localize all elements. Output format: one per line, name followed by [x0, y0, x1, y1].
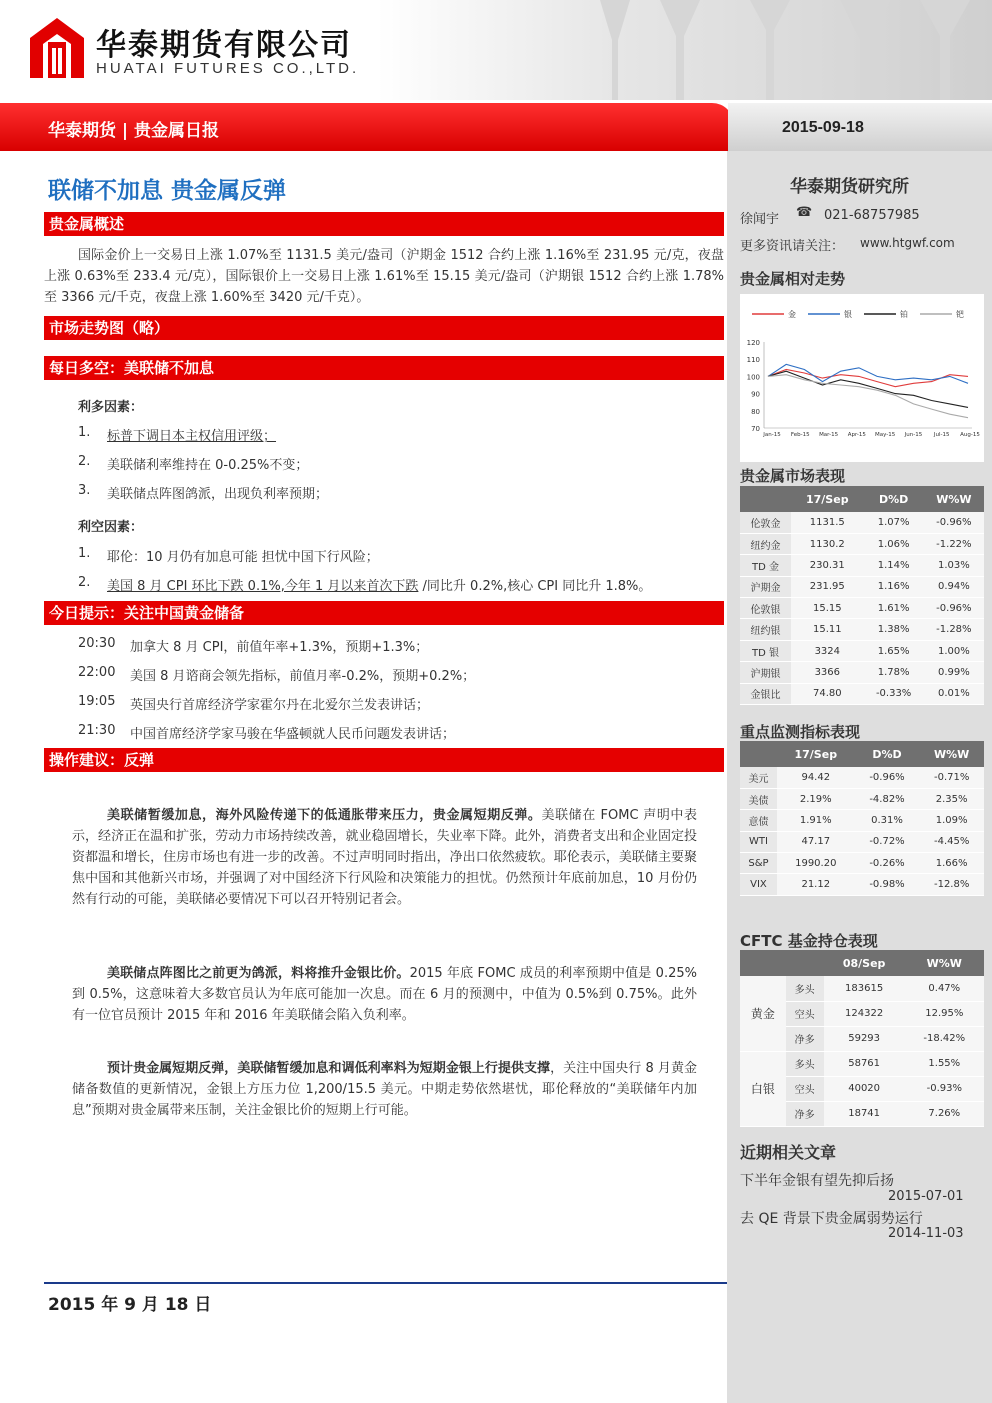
- table-cell: 金银比: [740, 683, 791, 704]
- bull-item-3: 美联储点阵图鸽派，出现负利率预期；: [107, 487, 329, 502]
- table-header: [740, 950, 984, 976]
- bull-item-2: 美联储利率维持在 0-0.25%不变；: [107, 458, 309, 473]
- table-header: [740, 486, 984, 512]
- article-1-date: 2015-07-01: [888, 1189, 964, 1204]
- column-header: W%W: [924, 486, 984, 512]
- section-market-chart: 市场走势图（略）: [44, 316, 724, 340]
- analyst-phone: 021-68757985: [824, 208, 920, 223]
- table-cell: 1.00%: [924, 640, 984, 661]
- table-cell: -0.33%: [864, 683, 924, 704]
- table-row: [740, 640, 984, 661]
- table-cell: -1.22%: [924, 533, 984, 554]
- table-cell: 多头: [786, 976, 824, 1001]
- phone-icon: ☎: [796, 205, 813, 220]
- overview-text: 国际金价上一交易日上涨 1.07%至 1131.5 美元/盎司（沪期金 1512 合约上涨 1.16%至 231.95 元/克，夜盘上涨 0.63%至 233.4 元/克），国际银价上一交易日上涨 1.61%至 15.15 美元/盎司（沪期银 1512 合约上涨 1.78%至 3366 元/千克，夜盘上涨 1.60%至 3420 元/千克）。: [44, 248, 724, 305]
- table-cell: 15.15: [791, 598, 863, 619]
- table-cell: 2.19%: [777, 788, 855, 809]
- bull-title: 利多因素：: [78, 400, 144, 415]
- table-cell: -4.45%: [919, 831, 984, 852]
- more-info-label: 更多资讯请关注：: [740, 239, 845, 254]
- table-cell: 1.91%: [777, 810, 855, 831]
- table-cell: 沪期金: [740, 576, 791, 597]
- bear-title: 利空因素：: [78, 520, 144, 535]
- section-advice: 操作建议：反弹: [44, 748, 724, 772]
- advice-paragraph-1: [72, 805, 697, 910]
- table-cell: -18.42%: [905, 1026, 984, 1051]
- report-title: 华泰期货 | 贵金属日报: [48, 121, 220, 141]
- table-cell: 意债: [740, 810, 777, 831]
- table-cell: 230.31: [791, 555, 863, 576]
- main-title: 联储不加息 贵金属反弹: [48, 178, 287, 204]
- bull-item-1: 标普下调日本主权信用评级；: [107, 429, 277, 444]
- table-row: [740, 831, 984, 852]
- column-header: 17/Sep: [777, 741, 855, 767]
- table-cell: WTI: [740, 831, 777, 852]
- cftc-title: CFTC 基金持仓表现: [740, 932, 878, 950]
- table-cell: 74.80: [791, 683, 863, 704]
- column-header: D%D: [864, 486, 924, 512]
- event-text: 中国首席经济学家马骏在华盛顿就人民币问题发表讲话；: [130, 727, 456, 742]
- table-cell: -0.96%: [855, 767, 920, 788]
- y-tick-label: 100: [746, 373, 760, 382]
- table-cell: 净多: [786, 1101, 824, 1126]
- table-row: [740, 533, 984, 554]
- institute-name: 华泰期货研究所: [790, 177, 909, 197]
- table-cell: 沪期银: [740, 662, 791, 683]
- table-row: [740, 662, 984, 683]
- article-2-date: 2014-11-03: [888, 1226, 964, 1241]
- table-cell: 18741: [824, 1101, 905, 1126]
- legend-label: 铂: [900, 310, 908, 319]
- table-cell: 0.01%: [924, 683, 984, 704]
- website-link[interactable]: www.htgwf.com: [860, 236, 955, 250]
- column-header: D%D: [855, 741, 920, 767]
- column-header: [740, 741, 777, 767]
- table-cell: S&P: [740, 853, 777, 874]
- table-cell: 40020: [824, 1076, 905, 1101]
- table-cell: 1.66%: [919, 853, 984, 874]
- footer-line: [44, 1282, 727, 1284]
- table-cell: 1131.5: [791, 512, 863, 533]
- legend-label: 金: [788, 310, 796, 319]
- series-line-2: [768, 371, 968, 407]
- series-line-3: [768, 375, 968, 418]
- event-text: 英国央行首席经济学家霍尔丹在北爱尔兰发表讲话；: [130, 698, 430, 713]
- table-row: [740, 683, 984, 704]
- table-cell: 1990.20: [777, 853, 855, 874]
- x-tick-label: Feb-15: [790, 432, 810, 438]
- table-cell: 0.31%: [855, 810, 920, 831]
- y-tick-label: 90: [751, 390, 760, 399]
- table-cell: 94.42: [777, 767, 855, 788]
- indicator-title: 重点监测指标表现: [740, 723, 861, 741]
- table-cell: 12.95%: [905, 1001, 984, 1026]
- x-tick-label: May-15: [875, 432, 896, 438]
- table-cell: 1.65%: [864, 640, 924, 661]
- table-cell: -12.8%: [919, 874, 984, 895]
- relative-trend-title: 贵金属相对走势: [740, 270, 846, 288]
- table-row: [740, 810, 984, 831]
- x-tick-label: Jul-15: [933, 432, 950, 438]
- table-row: [740, 512, 984, 533]
- advice-p1-lead: 美联储暂缓加息，海外风险传递下的低通胀带来压力，贵金属短期反弹。: [107, 808, 542, 823]
- page-header: [0, 0, 992, 100]
- bear-num-2: 2.: [78, 575, 91, 590]
- column-header: W%W: [919, 741, 984, 767]
- table-row: [740, 976, 984, 1001]
- table-cell: VIX: [740, 874, 777, 895]
- table-row: [740, 853, 984, 874]
- table-cell: 47.17: [777, 831, 855, 852]
- bear-item-2: [107, 575, 651, 594]
- x-tick-label: Jun-15: [904, 432, 923, 438]
- footer-date: 2015 年 9 月 18 日: [48, 1295, 212, 1315]
- bull-num-3: 3.: [78, 483, 91, 498]
- table-cell: -0.71%: [919, 767, 984, 788]
- y-tick-label: 80: [751, 407, 760, 416]
- event-text: 加拿大 8 月 CPI，前值年率+1.3%，预期+1.3%；: [130, 640, 429, 655]
- table-cell: 0.94%: [924, 576, 984, 597]
- table-cell: 纽约银: [740, 619, 791, 640]
- table-cell: 3324: [791, 640, 863, 661]
- table-cell: 伦敦金: [740, 512, 791, 533]
- bear-num-1: 1.: [78, 546, 91, 561]
- table-row: [740, 874, 984, 895]
- table-cell: -0.93%: [905, 1076, 984, 1101]
- bull-num-1: 1.: [78, 425, 91, 440]
- table-cell: -0.26%: [855, 853, 920, 874]
- company-name-en: HUATAI FUTURES CO.,LTD.: [96, 60, 360, 77]
- table-cell: 1.06%: [864, 533, 924, 554]
- table-cell: 124322: [824, 1001, 905, 1026]
- table-cell: 1.55%: [905, 1051, 984, 1076]
- x-tick-label: Aug-15: [960, 432, 980, 438]
- advice-p1-text: 美联储在 FOMC 声明中表示，经济正在温和扩张，劳动力市场持续改善，就业稳固增长，失业率下降。此外，消费者支出和企业固定投资都温和增长，住房市场也有进一步的改善。不过声明同时指出，净出口依然疲软。耶伦表示，美联储主要聚焦中国和其他新兴市场，并强调了对中国经济下行风险和决策能力的担忧。仍然预计年底前加息，10 月份仍然有行动的可能，美联储必要情况下可以召开特别记者会。: [72, 808, 697, 907]
- table-row: [740, 767, 984, 788]
- column-header: [740, 950, 786, 976]
- company-name-cn: 华泰期货有限公司: [96, 28, 352, 63]
- table-cell: 183615: [824, 976, 905, 1001]
- event-text: 美国 8 月谘商会领先指标，前值月率-0.2%，预期+0.2%；: [130, 669, 476, 684]
- table-cell: 1.16%: [864, 576, 924, 597]
- table-row: [740, 1051, 984, 1076]
- table-cell: 多头: [786, 1051, 824, 1076]
- table-cell: 美元: [740, 767, 777, 788]
- y-tick-label: 110: [746, 356, 760, 365]
- advice-paragraph-2: [72, 963, 697, 1026]
- market-perf-table: [740, 486, 984, 705]
- table-cell: -0.96%: [924, 512, 984, 533]
- legend-label: 钯: [956, 310, 964, 319]
- advice-p2-text: 2015 年底 FOMC 成员的利率预期中值是 0.25%到 0.5%，这意味着大多数官员认为年底可能加一次息。而在 6 月的预测中，中值为 0.5%到 0.75%。此外有一位官员预计 2015 年和 2016 年美联储会陷入负利率。: [72, 966, 697, 1023]
- table-cell: TD 银: [740, 640, 791, 661]
- bull-num-2: 2.: [78, 454, 91, 469]
- table-row: [740, 619, 984, 640]
- table-cell: 空头: [786, 1001, 824, 1026]
- table-cell: 1.09%: [919, 810, 984, 831]
- table-header: [740, 741, 984, 767]
- table-cell: 1.07%: [864, 512, 924, 533]
- column-header: [740, 486, 791, 512]
- table-cell: 美债: [740, 788, 777, 809]
- event-time: 21:30: [78, 723, 116, 738]
- bear-item-2-rest: /同比升 0.2%,核心 CPI 同比升 1.8%。: [422, 579, 652, 594]
- table-cell: 纽约金: [740, 533, 791, 554]
- event-time: 19:05: [78, 694, 116, 709]
- table-cell: 231.95: [791, 576, 863, 597]
- advice-paragraph-3: [72, 1058, 697, 1121]
- table-cell: 1.78%: [864, 662, 924, 683]
- table-cell: -0.72%: [855, 831, 920, 852]
- table-cell: 1.03%: [924, 555, 984, 576]
- cftc-group-gold: 黄金: [740, 976, 786, 1051]
- analyst-name: 徐闻宇: [740, 212, 780, 227]
- table-cell: 2.35%: [919, 788, 984, 809]
- table-cell: 15.11: [791, 619, 863, 640]
- table-cell: 59293: [824, 1026, 905, 1051]
- huatai-logo-icon: [30, 18, 84, 78]
- column-header: 08/Sep: [824, 950, 905, 976]
- indicator-table: [740, 741, 984, 896]
- table-cell: 伦敦银: [740, 598, 791, 619]
- y-tick-label: 70: [751, 425, 760, 433]
- column-header: [786, 950, 824, 976]
- table-row: [740, 788, 984, 809]
- bear-item-2-link[interactable]: 美国 8 月 CPI 环比下跌 0.1%,今年 1 月以来首次下跌: [107, 579, 419, 594]
- event-time: 22:00: [78, 665, 116, 680]
- table-row: [740, 576, 984, 597]
- article-1-title[interactable]: 下半年金银有望先抑后扬: [740, 1173, 894, 1189]
- table-cell: 1.14%: [864, 555, 924, 576]
- table-cell: -4.82%: [855, 788, 920, 809]
- table-cell: 1.38%: [864, 619, 924, 640]
- table-cell: -0.98%: [855, 874, 920, 895]
- table-cell: 0.99%: [924, 662, 984, 683]
- table-cell: 7.26%: [905, 1101, 984, 1126]
- table-row: [740, 598, 984, 619]
- event-time: 20:30: [78, 636, 116, 651]
- table-cell: TD 金: [740, 555, 791, 576]
- x-tick-label: Mar-15: [819, 432, 839, 438]
- table-cell: 净多: [786, 1026, 824, 1051]
- table-cell: 空头: [786, 1076, 824, 1101]
- column-header: 17/Sep: [791, 486, 863, 512]
- section-today: 今日提示：关注中国黄金储备: [44, 601, 724, 625]
- advice-p2-lead: 美联储点阵图比之前更为鸽派，料将推升金银比价。: [107, 966, 410, 981]
- table-cell: 21.12: [777, 874, 855, 895]
- table-cell: 3366: [791, 662, 863, 683]
- article-2-title[interactable]: 去 QE 背景下贵金属弱势运行: [740, 1211, 923, 1227]
- bear-item-1: 耶伦：10 月仍有加息可能 担忧中国下行风险；: [107, 550, 379, 565]
- relative-trend-chart-box: [740, 294, 984, 462]
- x-tick-label: Apr-15: [847, 432, 866, 438]
- table-cell: -1.28%: [924, 619, 984, 640]
- relative-trend-chart: [740, 294, 984, 462]
- header-decoration: [560, 0, 992, 100]
- table-cell: 0.47%: [905, 976, 984, 1001]
- table-cell: 1.61%: [864, 598, 924, 619]
- cftc-group-silver: 白银: [740, 1051, 786, 1126]
- section-daily-view: 每日多空：美联储不加息: [44, 356, 724, 380]
- y-tick-label: 120: [746, 339, 760, 347]
- table-cell: 58761: [824, 1051, 905, 1076]
- advice-p3-lead: 预计贵金属短期反弹，美联储暂缓加息和调低利率料为短期金银上行提供支撑: [107, 1061, 551, 1076]
- cftc-table: [740, 950, 984, 1127]
- advice-p3-text: ，关注中国央行 8 月黄金储备数值的更新情况，金银上方压力位 1,200/15.5 美元。中期走势依然堪忧，耶伦释放的“美联储年内加息”预期对贵金属带来压制，关注金银比价的短期上行可能。: [72, 1061, 697, 1118]
- section-overview: 贵金属概述: [44, 212, 724, 236]
- legend-label: 银: [844, 310, 852, 319]
- table-row: [740, 555, 984, 576]
- table-cell: 1130.2: [791, 533, 863, 554]
- related-articles-title: 近期相关文章: [740, 1143, 837, 1162]
- table-cell: -0.96%: [924, 598, 984, 619]
- series-line-1: [768, 364, 968, 383]
- x-tick-label: Jan-15: [763, 432, 781, 438]
- column-header: W%W: [905, 950, 984, 976]
- market-perf-title: 贵金属市场表现: [740, 467, 846, 485]
- report-date: 2015-09-18: [782, 119, 864, 136]
